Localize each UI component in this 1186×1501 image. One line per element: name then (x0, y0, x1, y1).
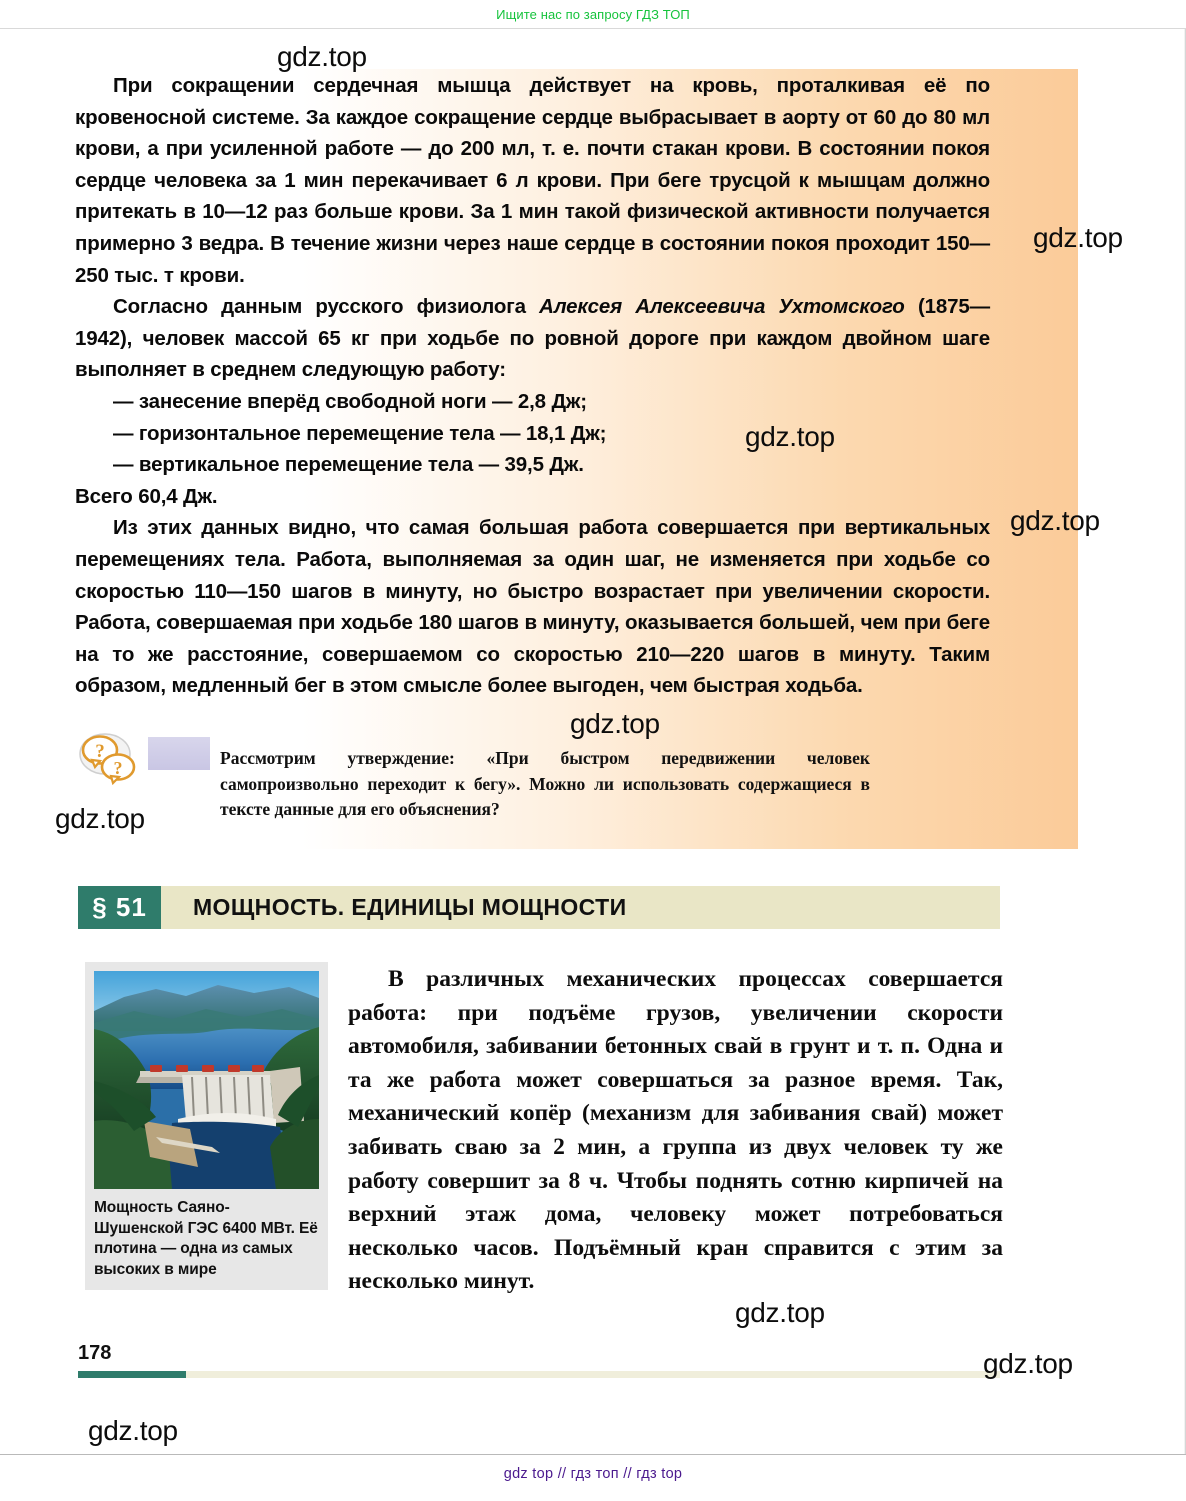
watermark-3: gdz.top (1010, 505, 1100, 536)
svg-text:?: ? (113, 758, 123, 778)
section-number-badge: § 51 (78, 886, 161, 929)
folio-rule (78, 1371, 1000, 1378)
think-block-text: Рассмотрим утверждение: «При быстром передвижении человек самопроизвольно переходит к бегу». Можно ли использовать содержащиеся в тексте данные для его объяснения? (220, 748, 870, 819)
section-heading (78, 886, 1000, 929)
figure-dam (85, 962, 328, 1290)
watermark-4: gdz.top (570, 708, 660, 739)
paragraph-2-tail: (1875—1942), человек массой 65 кг при ходьбе по ровной дороге при каждом двойном шаге выполняет в среднем следующую работу: (75, 295, 990, 382)
work-total: Всего 60,4 Дж. (75, 484, 218, 508)
watermark-7: gdz.top (983, 1348, 1073, 1379)
physiologist-name: Алексея Алексеевича Ухтомского (539, 295, 905, 319)
section-paragraph-1: В различных механических процессах совершается работа: при подъёме грузов, увеличении скорости автомобиля, забивании бетонных свай в грунт и т. п. Одна и та же работа может совершаться за разное время. Так, механический копёр (механизм для забивания свай) может забивать сваю за 2 мин, а группа из двух человек ту же работу совершит за 8 ч. Чтобы поднять сотню кирпичей на верхний этаж дома, человеку может потребоваться несколько часов. Подъёмный кран справится с этим за несколько минут. (348, 966, 1003, 1295)
article-paragraph-3: Из этих данных видно, что самая большая работа совершается при вертикальных перемещениях тела. Работа, выполняемая за один шаг, не изменяется при ходьбе со скоростью 110—150 шагов в минуту, но быстро возрастает при увеличении скорости. Работа, совершаемая при ходьбе 180 шагов в минуту, оказывается большей, чем при беге на то же расстояние, совершаемом со скоростью 210—220 шагов в минуту. Таким образом, медленный бег в этом смысле более выгоден, чем быстрая ходьба. (75, 516, 990, 698)
work-list-item-1: — занесение вперёд свободной ноги — 2,8 Дж; (113, 389, 587, 413)
section-title: МОЩНОСТЬ. ЕДИНИЦЫ МОЩНОСТИ (193, 894, 627, 920)
watermark-5: gdz.top (55, 803, 145, 834)
promo-text: Ищите нас по запросу ГДЗ ТОП (496, 6, 690, 22)
paragraph-2-lead: Согласно данным русского физиолога (113, 295, 540, 319)
section-title-bar (161, 886, 1000, 929)
svg-text:?: ? (95, 741, 105, 762)
dam-photo (94, 971, 319, 1189)
two-question-bubbles-icon (78, 732, 144, 788)
figure-caption: Мощность Саяно-Шушенской ГЭС 6400 МВт. Её плотина — одна из самых высоких в мире (94, 1199, 318, 1278)
work-list-item-2: — горизонтальное перемещение тела — 18,1 Дж; (113, 421, 607, 445)
site-footer[interactable]: gdz top // гдз топ // гдз top (503, 1466, 683, 1482)
think-block-tab (148, 737, 210, 770)
article-body (75, 70, 990, 702)
article-paragraph-1: При сокращении сердечная мышца действует на кровь, проталкивая её по кровеносной системе. За каждое сокращение сердце выбрасывает в аорту от 60 до 80 мл крови, а при усиленной работе — до 200 мл, т. е. почти стакан крови. В состоянии покоя сердце человека за 1 мин перекачивает 6 л крови. При беге трусцой к мышцам должно притекать в 10—12 раз больше крови. За 1 мин такой физической активности получается примерно 3 ведра. В течение жизни через наше сердце в состоянии покоя проходит 150—250 тыс. т крови. (75, 74, 990, 287)
folio-rule-accent (78, 1371, 186, 1378)
think-block (78, 730, 1008, 840)
watermark-6: gdz.top (735, 1297, 825, 1328)
page-number: 178 (78, 1342, 112, 1364)
watermark-0: gdz.top (277, 41, 367, 72)
article-paragraph-2 (75, 291, 990, 386)
section-body (348, 963, 1003, 1299)
watermark-2: gdz.top (745, 421, 835, 452)
promo-bar (0, 0, 1186, 28)
watermark-8: gdz.top (88, 1415, 178, 1446)
work-list-item-3: — вертикальное перемещение тела — 39,5 Дж. (113, 453, 584, 477)
watermark-1: gdz.top (1033, 222, 1123, 253)
